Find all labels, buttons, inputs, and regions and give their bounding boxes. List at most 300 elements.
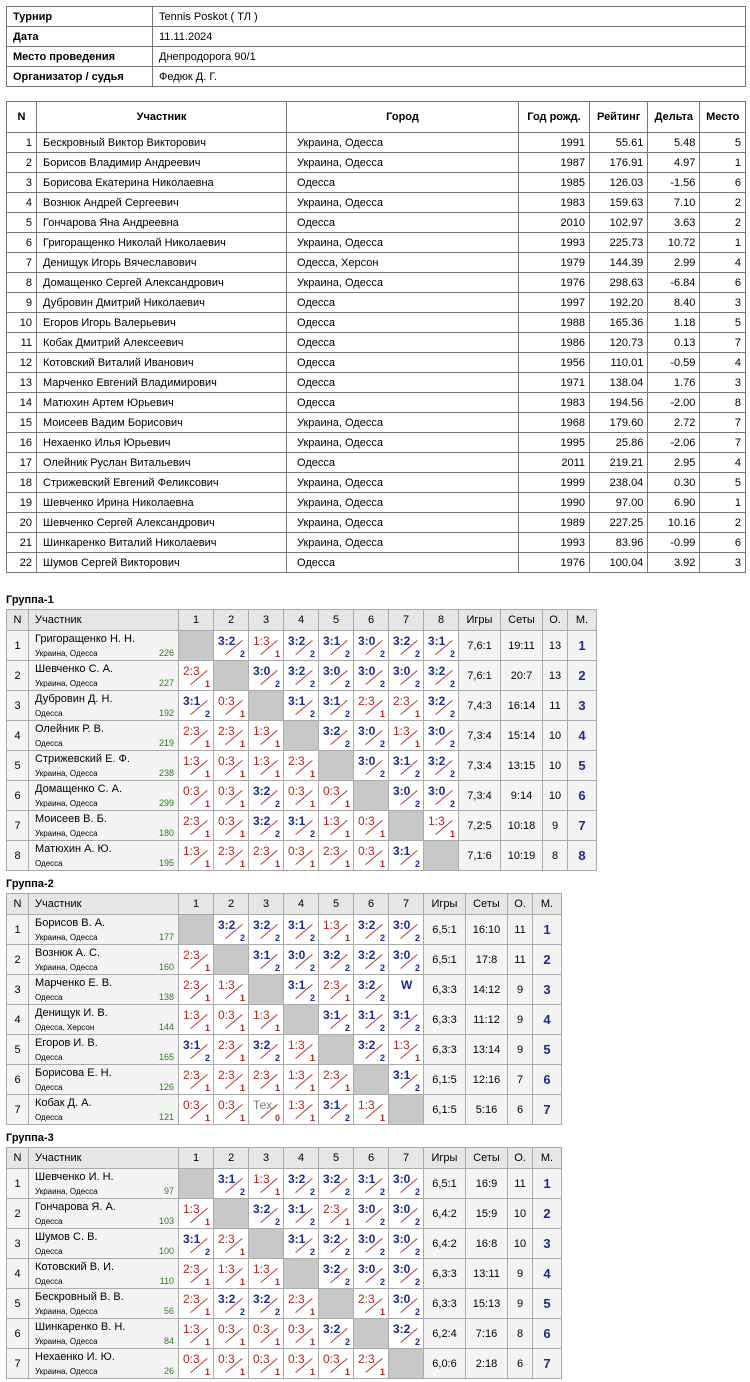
- group-points: 9: [508, 1259, 533, 1289]
- match-cell-self: [249, 1229, 284, 1259]
- match-result-cell[interactable]: [354, 915, 389, 945]
- match-result-cell[interactable]: [249, 1169, 284, 1199]
- match-result-cell[interactable]: [214, 1259, 249, 1289]
- match-result-cell[interactable]: [319, 1229, 354, 1259]
- match-result-cell[interactable]: [389, 1289, 424, 1319]
- match-result-cell[interactable]: [214, 811, 249, 841]
- player-name[interactable]: Марченко Е. В.: [35, 977, 113, 989]
- match-score: 3:1: [218, 1172, 236, 1186]
- group-row: [7, 1005, 562, 1035]
- match-result-cell[interactable]: [354, 1229, 389, 1259]
- match-score: 0:3: [218, 754, 235, 768]
- match-result-cell[interactable]: [319, 691, 354, 721]
- participant-cell: Украина, Одесса: [287, 133, 519, 153]
- participant-cell: Вознюк Андрей Сергеевич: [37, 193, 287, 213]
- match-result-cell[interactable]: [389, 1259, 424, 1289]
- match-result-cell[interactable]: [179, 1319, 214, 1349]
- match-result-cell[interactable]: [389, 841, 424, 871]
- group-points: 13: [543, 631, 568, 661]
- match-result-cell[interactable]: [249, 945, 284, 975]
- group-row-number: 7: [7, 1095, 29, 1125]
- match-result-cell[interactable]: [354, 841, 389, 871]
- player-rating: 138: [158, 992, 174, 1002]
- match-result-cell[interactable]: [249, 1319, 284, 1349]
- participant-cell: 3: [7, 173, 37, 193]
- match-score: 3:0: [393, 1232, 411, 1246]
- match-result-cell[interactable]: [284, 751, 319, 781]
- group-points: 6: [508, 1095, 533, 1125]
- player-name[interactable]: Шумов С. В.: [35, 1231, 98, 1243]
- match-result-cell[interactable]: [354, 691, 389, 721]
- match-result-cell[interactable]: [284, 1169, 319, 1199]
- participant-cell: 12: [7, 353, 37, 373]
- match-result-cell[interactable]: [319, 1065, 354, 1095]
- match-points: 1: [204, 769, 210, 779]
- match-result-cell[interactable]: [389, 691, 424, 721]
- match-result-cell[interactable]: [424, 691, 459, 721]
- participant-cell: Шинкаренко Виталий Николаевич: [37, 533, 287, 553]
- match-result-cell[interactable]: [389, 1035, 424, 1065]
- match-result-cell[interactable]: [214, 1065, 249, 1095]
- participant-cell: Украина, Одесса: [287, 233, 519, 253]
- participant-cell: 22: [7, 553, 37, 573]
- match-result-cell[interactable]: [284, 1065, 319, 1095]
- match-score: 1:3: [358, 1098, 375, 1112]
- group-row-number: 7: [7, 811, 29, 841]
- match-result-cell[interactable]: [284, 1319, 319, 1349]
- group-games: 6,0:6: [424, 1349, 466, 1379]
- participant-cell: Одесса: [287, 293, 519, 313]
- match-result-cell[interactable]: [319, 1199, 354, 1229]
- match-result-cell[interactable]: [249, 915, 284, 945]
- match-result-cell[interactable]: [389, 945, 424, 975]
- match-score: 3:2: [323, 1262, 341, 1276]
- player-name[interactable]: Нехаенко И. Ю.: [35, 1351, 115, 1363]
- participant-cell: 144.39: [590, 253, 648, 273]
- match-result-cell[interactable]: [354, 945, 389, 975]
- match-result-cell[interactable]: [214, 1319, 249, 1349]
- match-result-cell[interactable]: [214, 1005, 249, 1035]
- match-result-cell[interactable]: [249, 1065, 284, 1095]
- match-score: 2:3: [183, 1068, 200, 1082]
- match-result-cell[interactable]: [249, 1199, 284, 1229]
- match-result-cell[interactable]: [179, 661, 214, 691]
- player-name[interactable]: Григоращенко Н. Н.: [35, 633, 136, 645]
- match-result-cell[interactable]: [424, 631, 459, 661]
- player-name[interactable]: Вознюк А. С.: [35, 947, 101, 959]
- match-result-cell[interactable]: [389, 1199, 424, 1229]
- group-player-cell: [29, 915, 179, 945]
- group-row: [7, 751, 597, 781]
- match-points: 2: [344, 1113, 350, 1123]
- match-result-cell[interactable]: [179, 1095, 214, 1125]
- participant-cell: 194.56: [590, 393, 648, 413]
- group-games: 6,3:3: [424, 975, 466, 1005]
- match-result-cell[interactable]: [179, 721, 214, 751]
- group-header-opponent: 5: [319, 610, 354, 631]
- match-result-cell[interactable]: [179, 975, 214, 1005]
- match-points: 2: [309, 679, 315, 689]
- group-header-player: Участник: [29, 1148, 179, 1169]
- match-result-cell[interactable]: [179, 1005, 214, 1035]
- participant-cell: 4: [700, 453, 746, 473]
- group-points: 11: [508, 1169, 533, 1199]
- participant-row: [7, 273, 746, 293]
- match-result-cell[interactable]: [214, 841, 249, 871]
- match-result-cell[interactable]: [179, 1289, 214, 1319]
- player-name[interactable]: Бескровный В. В.: [35, 1291, 124, 1303]
- match-score: 1:3: [218, 978, 235, 992]
- match-result-cell[interactable]: [214, 721, 249, 751]
- match-score: 1:3: [288, 1038, 305, 1052]
- match-result-cell[interactable]: [319, 945, 354, 975]
- player-name[interactable]: Дубровин Д. Н.: [35, 693, 113, 705]
- match-result-cell[interactable]: [354, 1035, 389, 1065]
- participant-cell: Одесса: [287, 553, 519, 573]
- match-score: 3:0: [393, 784, 411, 798]
- player-city: Украина, Одесса: [35, 769, 98, 778]
- match-cell-self: [389, 1349, 424, 1379]
- match-result-cell[interactable]: [214, 1169, 249, 1199]
- participant-row: [7, 513, 746, 533]
- match-result-cell[interactable]: [284, 975, 319, 1005]
- match-score: 2:3: [323, 1068, 340, 1082]
- match-result-cell[interactable]: [389, 915, 424, 945]
- group-points: 8: [508, 1319, 533, 1349]
- match-points: 1: [204, 1337, 210, 1347]
- match-result-cell[interactable]: [354, 721, 389, 751]
- match-result-cell[interactable]: [354, 1259, 389, 1289]
- match-result-cell[interactable]: [354, 1289, 389, 1319]
- match-result-cell[interactable]: [214, 1289, 249, 1319]
- match-result-cell[interactable]: [249, 631, 284, 661]
- group-row-number: 4: [7, 721, 29, 751]
- match-result-cell[interactable]: [214, 975, 249, 1005]
- match-points: 2: [344, 1337, 350, 1347]
- player-name[interactable]: Олейник Р. В.: [35, 723, 104, 735]
- match-points: 1: [309, 1367, 315, 1377]
- match-result-cell[interactable]: [179, 781, 214, 811]
- match-result-cell[interactable]: [284, 1095, 319, 1125]
- match-result-cell[interactable]: [284, 915, 319, 945]
- match-result-cell[interactable]: [319, 811, 354, 841]
- match-result-cell[interactable]: [214, 751, 249, 781]
- match-result-cell[interactable]: [214, 1095, 249, 1125]
- match-result-cell[interactable]: [424, 721, 459, 751]
- match-result-cell[interactable]: [284, 781, 319, 811]
- match-result-cell[interactable]: [179, 945, 214, 975]
- match-result-cell[interactable]: [249, 841, 284, 871]
- match-result-cell[interactable]: [389, 661, 424, 691]
- match-score: 0:3: [183, 784, 200, 798]
- match-points: 1: [414, 739, 420, 749]
- match-result-cell[interactable]: [179, 811, 214, 841]
- group-row: [7, 811, 597, 841]
- player-name[interactable]: Гончарова Я. А.: [35, 1201, 116, 1213]
- player-city: Одесса: [35, 1113, 63, 1122]
- match-points: 2: [344, 739, 350, 749]
- match-result-cell[interactable]: [389, 1005, 424, 1035]
- match-points: 2: [414, 649, 420, 659]
- match-result-cell[interactable]: [319, 631, 354, 661]
- match-score: 3:1: [183, 694, 201, 708]
- player-city: Одесса: [35, 1277, 63, 1286]
- match-result-cell[interactable]: [424, 751, 459, 781]
- participant-cell: Одесса: [287, 313, 519, 333]
- group-place: 5: [533, 1289, 562, 1319]
- match-points: 2: [449, 739, 455, 749]
- participant-cell: Нехаенко Илья Юрьевич: [37, 433, 287, 453]
- group-sets: 9:14: [501, 781, 543, 811]
- group-row-number: 1: [7, 1169, 29, 1199]
- match-score: 3:2: [358, 978, 376, 992]
- participant-cell: 120.73: [590, 333, 648, 353]
- match-result-cell[interactable]: [249, 1289, 284, 1319]
- match-result-cell[interactable]: [284, 661, 319, 691]
- group-sets: 15:13: [466, 1289, 508, 1319]
- match-result-cell[interactable]: [389, 1319, 424, 1349]
- player-name[interactable]: Борисов В. А.: [35, 917, 106, 929]
- group-row: [7, 661, 597, 691]
- match-result-cell[interactable]: [319, 1319, 354, 1349]
- match-result-cell[interactable]: [179, 1259, 214, 1289]
- match-result-cell[interactable]: [284, 1035, 319, 1065]
- group-row: [7, 1259, 562, 1289]
- match-cell-self: [179, 1169, 214, 1199]
- participant-cell: Украина, Одесса: [287, 273, 519, 293]
- info-value: Tennis Poskot ( ТЛ ): [153, 7, 746, 27]
- match-result-cell[interactable]: [354, 1199, 389, 1229]
- match-points: 1: [379, 709, 385, 719]
- match-result-cell[interactable]: [179, 1199, 214, 1229]
- participant-cell: Одесса, Херсон: [287, 253, 519, 273]
- match-result-cell[interactable]: [389, 1169, 424, 1199]
- match-score: 3:0: [358, 1232, 376, 1246]
- match-result-cell[interactable]: [214, 1229, 249, 1259]
- match-points: 2: [274, 1053, 280, 1063]
- match-score: 3:2: [428, 664, 446, 678]
- match-result-cell[interactable]: [249, 781, 284, 811]
- group-games: 7,3:4: [459, 781, 501, 811]
- participant-cell: 2.72: [648, 413, 700, 433]
- match-points: 2: [379, 993, 385, 1003]
- match-result-cell[interactable]: [249, 811, 284, 841]
- match-result-cell[interactable]: [319, 841, 354, 871]
- match-cell-self: [284, 1005, 319, 1035]
- match-result-cell[interactable]: [249, 721, 284, 751]
- participant-cell: Одесса: [287, 353, 519, 373]
- player-rating: 110: [159, 1276, 174, 1286]
- match-score: 0:3: [288, 844, 305, 858]
- match-result-cell[interactable]: [354, 631, 389, 661]
- match-score: 3:1: [323, 1098, 341, 1112]
- group-games: 6,3:3: [424, 1035, 466, 1065]
- player-rating: 144: [158, 1022, 174, 1032]
- participant-cell: 2: [700, 193, 746, 213]
- match-result-cell[interactable]: [354, 1349, 389, 1379]
- match-result-cell[interactable]: [284, 841, 319, 871]
- match-result-cell[interactable]: [319, 1349, 354, 1379]
- match-result-cell[interactable]: [179, 1035, 214, 1065]
- match-result-cell[interactable]: [319, 1095, 354, 1125]
- group-table: [6, 609, 597, 871]
- group-sets: 2:18: [466, 1349, 508, 1379]
- match-result-cell[interactable]: [354, 661, 389, 691]
- match-result-cell[interactable]: [319, 975, 354, 1005]
- match-result-cell[interactable]: [389, 781, 424, 811]
- participant-cell: -6.84: [648, 273, 700, 293]
- participant-cell: Одесса: [287, 373, 519, 393]
- match-result-cell[interactable]: [284, 945, 319, 975]
- group-sets: 15:9: [466, 1199, 508, 1229]
- match-result-cell[interactable]: [249, 1349, 284, 1379]
- match-points: 2: [379, 1187, 385, 1197]
- match-result-cell[interactable]: [389, 975, 424, 1005]
- participant-cell: 2.99: [648, 253, 700, 273]
- group-row-number: 2: [7, 661, 29, 691]
- group-title: Группа-2: [6, 878, 54, 890]
- group-sets: 16:8: [466, 1229, 508, 1259]
- match-points: 2: [414, 1187, 420, 1197]
- match-result-cell[interactable]: [214, 781, 249, 811]
- match-result-cell[interactable]: [284, 811, 319, 841]
- match-result-cell[interactable]: [179, 1229, 214, 1259]
- match-result-cell[interactable]: [249, 1035, 284, 1065]
- group-row: [7, 1229, 562, 1259]
- player-name[interactable]: Моисеев В. Б.: [35, 813, 107, 825]
- match-points: 0: [274, 1113, 280, 1123]
- match-score: 1:3: [323, 814, 340, 828]
- match-result-cell[interactable]: [354, 811, 389, 841]
- group-header-games: Игры: [424, 1148, 466, 1169]
- match-score: 3:0: [288, 948, 306, 962]
- match-score: 2:3: [218, 724, 235, 738]
- match-result-cell[interactable]: [284, 691, 319, 721]
- match-result-cell[interactable]: [424, 781, 459, 811]
- match-result-cell[interactable]: [424, 811, 459, 841]
- match-points: 1: [204, 1217, 210, 1227]
- player-name[interactable]: Шинкаренко В. Н.: [35, 1321, 126, 1333]
- match-result-cell[interactable]: [179, 841, 214, 871]
- match-result-cell[interactable]: [284, 631, 319, 661]
- participant-cell: 2: [7, 153, 37, 173]
- match-points: 1: [239, 1337, 245, 1347]
- match-result-cell[interactable]: [249, 1095, 284, 1125]
- match-cell-self: [214, 1199, 249, 1229]
- player-name[interactable]: Домащенко С. А.: [35, 783, 123, 795]
- player-name[interactable]: Стрижевский Е. Ф.: [35, 753, 130, 765]
- match-points: 1: [204, 859, 210, 869]
- participant-cell: Олейник Руслан Витальевич: [37, 453, 287, 473]
- participant-cell: 1990: [519, 493, 590, 513]
- participant-row: [7, 413, 746, 433]
- match-result-cell[interactable]: [424, 661, 459, 691]
- match-result-cell[interactable]: [249, 751, 284, 781]
- group-sets: 13:14: [466, 1035, 508, 1065]
- match-result-cell[interactable]: [389, 1065, 424, 1095]
- player-name[interactable]: Шевченко И. Н.: [35, 1171, 114, 1183]
- match-result-cell[interactable]: [389, 751, 424, 781]
- match-result-cell[interactable]: [214, 1349, 249, 1379]
- match-score: 1:3: [253, 754, 270, 768]
- match-score: 3:2: [393, 1322, 411, 1336]
- match-score: 0:3: [218, 1008, 235, 1022]
- player-name[interactable]: Шевченко С. А.: [35, 663, 114, 675]
- match-result-cell[interactable]: [214, 1035, 249, 1065]
- match-result-cell[interactable]: [284, 1229, 319, 1259]
- match-score: 2:3: [218, 844, 235, 858]
- participant-cell: -2.06: [648, 433, 700, 453]
- match-result-cell[interactable]: [179, 751, 214, 781]
- participant-cell: Украина, Одесса: [287, 473, 519, 493]
- match-result-cell[interactable]: [354, 975, 389, 1005]
- participant-row: [7, 313, 746, 333]
- match-score: 0:3: [183, 1098, 200, 1112]
- match-result-cell[interactable]: [249, 1259, 284, 1289]
- match-result-cell[interactable]: [319, 1005, 354, 1035]
- match-score: 3:0: [393, 1172, 411, 1186]
- match-result-cell[interactable]: [179, 1349, 214, 1379]
- match-result-cell[interactable]: [179, 691, 214, 721]
- player-name[interactable]: Денищук И. В.: [35, 1007, 108, 1019]
- match-result-cell[interactable]: [319, 661, 354, 691]
- match-score: 3:1: [288, 978, 306, 992]
- match-result-cell[interactable]: [389, 721, 424, 751]
- match-result-cell[interactable]: [319, 1259, 354, 1289]
- match-result-cell[interactable]: [284, 1199, 319, 1229]
- match-result-cell[interactable]: [354, 1169, 389, 1199]
- group-place: 7: [568, 811, 597, 841]
- match-result-cell[interactable]: [319, 1169, 354, 1199]
- match-result-cell[interactable]: [389, 1229, 424, 1259]
- match-result-cell[interactable]: [249, 1005, 284, 1035]
- match-result-cell[interactable]: [319, 781, 354, 811]
- match-points: 2: [204, 1053, 210, 1063]
- match-result-cell[interactable]: [319, 915, 354, 945]
- group-header-opponent: 1: [179, 894, 214, 915]
- match-result-cell[interactable]: [214, 691, 249, 721]
- match-result-cell[interactable]: [389, 631, 424, 661]
- match-points: 1: [274, 1023, 280, 1033]
- match-result-cell[interactable]: [354, 1095, 389, 1125]
- match-result-cell[interactable]: [249, 661, 284, 691]
- match-cell-self: [354, 1065, 389, 1095]
- match-result-cell[interactable]: [354, 1005, 389, 1035]
- group-points: 9: [508, 1289, 533, 1319]
- match-score: 2:3: [288, 1292, 305, 1306]
- match-result-cell[interactable]: [354, 751, 389, 781]
- participant-cell: 11: [7, 333, 37, 353]
- match-result-cell[interactable]: [214, 631, 249, 661]
- match-points: 1: [309, 769, 315, 779]
- match-result-cell[interactable]: [319, 721, 354, 751]
- match-result-cell[interactable]: [214, 915, 249, 945]
- player-name[interactable]: Борисова Е. Н.: [35, 1067, 112, 1079]
- player-name[interactable]: Котовский В. И.: [35, 1261, 115, 1273]
- match-score: 3:1: [393, 844, 411, 858]
- player-name[interactable]: Егоров И. В.: [35, 1037, 98, 1049]
- group-player-cell: [29, 1289, 179, 1319]
- participant-cell: 1983: [519, 193, 590, 213]
- match-result-cell[interactable]: [284, 1349, 319, 1379]
- match-result-cell[interactable]: [179, 1065, 214, 1095]
- player-name[interactable]: Матюхин А. Ю.: [35, 843, 112, 855]
- participant-cell: 5: [700, 133, 746, 153]
- group-header-row: [7, 894, 562, 915]
- player-name[interactable]: Кобак Д. А.: [35, 1097, 92, 1109]
- match-result-cell[interactable]: [284, 1289, 319, 1319]
- match-score: 3:2: [358, 1038, 376, 1052]
